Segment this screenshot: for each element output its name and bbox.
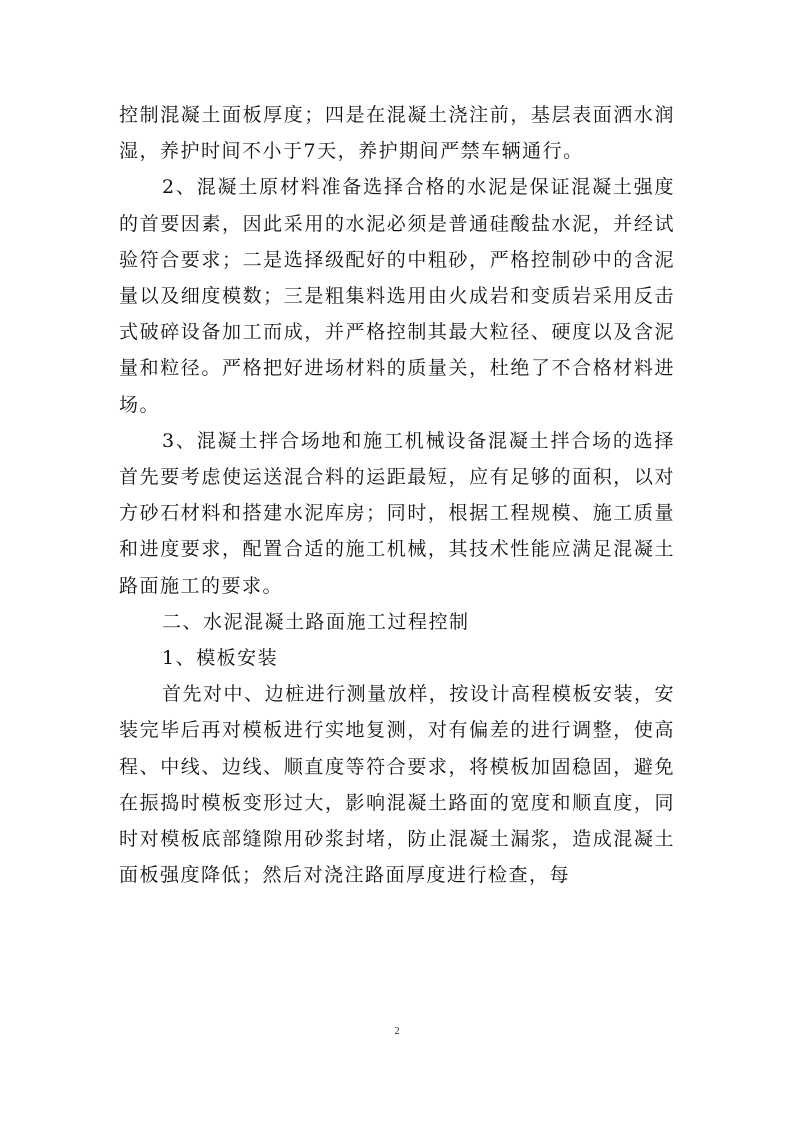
paragraph: 控制混凝土面板厚度；四是在混凝土浇注前，基层表面洒水润湿，养护时间不小于7天，养护期间严禁车辆通行。 (119, 104, 675, 163)
subsection-heading: 1、模板安装 (162, 647, 279, 670)
paragraph: 3、混凝土拌合场地和施工机械设备混凝土拌合场的选择首先要考虑使运送混合料的运距最短，应有足够的面积，以对方砂石材料和搭建水泥库房；同时，根据工程规模、施工质量和进度要求，配置合适的施工机械，其技术性能应满足混凝土路面施工的要求。 (119, 429, 675, 597)
paragraph: 首先对中、边桩进行测量放样，按设计高程模板安装，安装完毕后再对模板进行实地复测，对有偏差的进行调整，使高程、中线、边线、顺直度等符合要求，将模板加固稳固，避免在振捣时模板变形过大，影响混凝土路面的宽度和顺直度，同时对模板底部缝隙用砂浆封堵，防止混凝土漏浆，造成混凝土面板强度降低；然后对浇注路面厚度进行检查，每 (119, 683, 675, 887)
paragraph: 2、混凝土原材料准备选择合格的水泥是保证混凝土强度的首要因素，因此采用的水泥必须是普通硅酸盐水泥，并经试验符合要求；二是选择级配好的中粗砂，严格控制砂中的含泥量以及细度模数；三是粗集料选用由火成岩和变质岩采用反击式破碎设备加工而成，并严格控制其最大粒径、硬度以及含泥量和粒径。严格把好进场材料的质量关，杜绝了不合格材料进场。 (119, 176, 675, 416)
page-number: 2 (394, 1026, 400, 1037)
section-heading: 二、水泥混凝土路面施工过程控制 (162, 610, 470, 633)
document-body (119, 97, 675, 893)
